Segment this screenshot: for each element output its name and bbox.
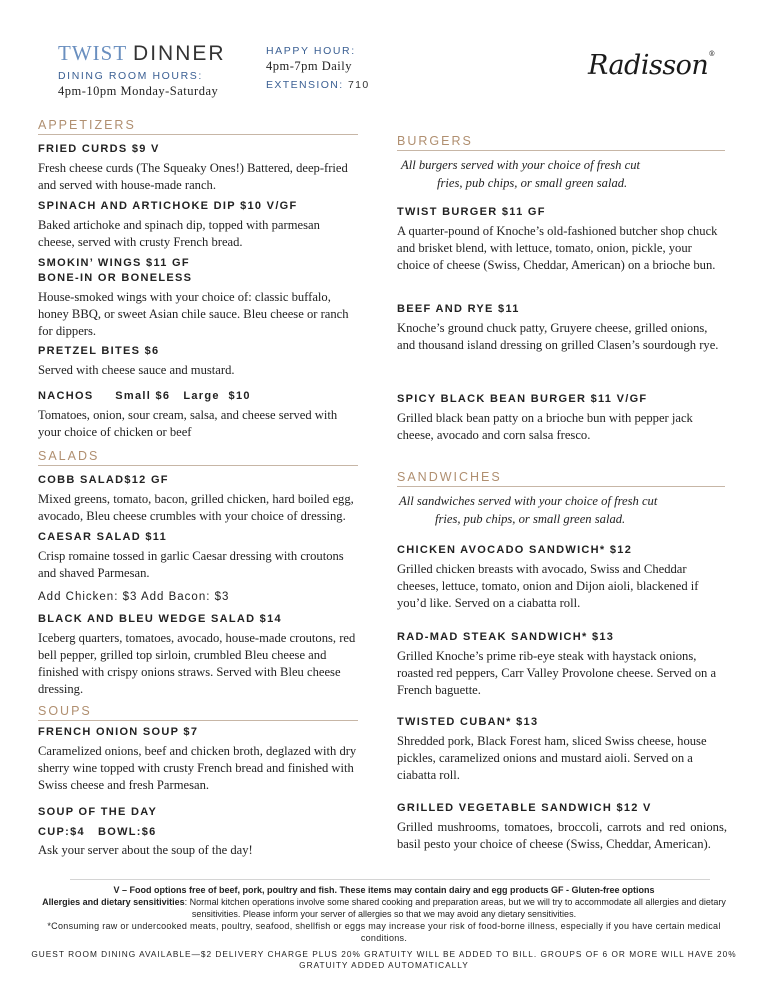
item-name: SPINACH AND ARTICHOKE DIP $10 V/GF (38, 200, 298, 212)
item-name: CAESAR SALAD $11 (38, 531, 167, 543)
item-name: RAD-MAD STEAK SANDWICH* $13 (397, 631, 615, 643)
dining-hours-label: DINING ROOM HOURS: (58, 70, 203, 82)
happy-hour-value: 4pm-7pm Daily (266, 59, 353, 73)
menu-item-rad-mad-steak-sandwich (397, 630, 727, 699)
item-name: BLACK AND BLEU WEDGE SALAD $14 (38, 613, 282, 625)
item-description: Grilled chicken breasts with avocado, Swiss and Cheddar cheeses, lettuce, tomato, onion and Dijon aioli, blackened if you’d like. Served on a ciabatta roll. (397, 562, 699, 610)
item-description: A quarter-pound of Knoche’s old-fashioned butcher shop chuck and brisket blend, with lettuce, tomato, onion, pickle, your choice of cheese (Swiss, Cheddar, American) on a brioche bun. (397, 224, 718, 272)
dining-hours-value: 4pm-10pm Monday-Saturday (58, 84, 219, 98)
burgers-note (401, 156, 640, 192)
sandwiches-note-line-2: fries, pub chips, or small green salad. (435, 512, 626, 526)
menu-item-twisted-cuban (397, 715, 727, 784)
happy-hour-label: HAPPY HOUR: (266, 45, 356, 57)
radisson-logo (588, 50, 715, 81)
item-name: COBB SALAD$12 GF (38, 474, 169, 486)
header-title-block (58, 42, 226, 99)
menu-item-nachos (38, 389, 358, 441)
allergy-label: Allergies and dietary sensitivities (42, 897, 185, 907)
menu-item-wings (38, 256, 358, 340)
item-name: CHICKEN AVOCADO SANDWICH* $12 (397, 544, 633, 556)
item-name: TWIST BURGER $11 GF (397, 206, 546, 218)
menu-item-fried-curds (38, 142, 358, 194)
section-appetizers: APPETIZERS (38, 118, 358, 135)
item-description: Mixed greens, tomato, bacon, grilled chicken, hard boiled egg, avocado, Bleu cheese crumbles with your choice of dressing. (38, 492, 354, 523)
menu-item-pretzel-bites (38, 344, 235, 379)
item-name: SPICY BLACK BEAN BURGER $11 V/GF (397, 393, 648, 405)
item-name: SMOKIN’ WINGS $11 GF BONE-IN OR BONELESS (38, 257, 193, 284)
page-title (58, 42, 226, 65)
happy-hour-block (266, 45, 370, 91)
item-description: Baked artichoke and spinach dip, topped with parmesan cheese, served with crusty French bread. (38, 218, 320, 249)
menu-item-wedge-salad (38, 612, 358, 698)
menu-item-twist-burger (397, 205, 727, 274)
extension-label: EXTENSION: (266, 79, 344, 91)
item-name: PRETZEL BITES $6 (38, 345, 160, 357)
item-description: Iceberg quarters, tomatoes, avocado, house-made croutons, red bell pepper, grilled top sirloin, crumbled Bleu cheese and finished with crispy onions straws. Served with Bleu cheese dressing. (38, 631, 356, 696)
sandwiches-note (399, 492, 657, 528)
section-burgers: BURGERS (397, 134, 725, 151)
caesar-addons: Add Chicken: $3 Add Bacon: $3 (38, 591, 230, 603)
item-description: House-smoked wings with your choice of: classic buffalo, honey BBQ, or sweet Asian chile sauce. Bleu cheese or ranch for dippers. (38, 290, 349, 338)
burgers-note-line-1: All burgers served with your choice of fresh cut (401, 158, 641, 172)
menu-item-grilled-vegetable-sandwich (397, 801, 727, 853)
sandwiches-note-line-1: All sandwiches served with your choice of fresh cut (399, 494, 658, 508)
logo-registered-mark: ® (708, 50, 715, 58)
menu-item-chicken-avocado-sandwich (397, 543, 727, 612)
allergy-notice (30, 896, 738, 920)
item-name: NACHOS Small $6 Large $10 (38, 390, 251, 402)
menu-item-beef-and-rye (397, 302, 727, 354)
item-description: Ask your server about the soup of the day! (38, 843, 253, 857)
extension-row (266, 79, 370, 91)
extension-value: 710 (347, 79, 370, 91)
item-description: Served with cheese sauce and mustard. (38, 363, 235, 377)
menu-item-soup-of-the-day (38, 802, 253, 859)
menu-item-spinach-dip (38, 199, 358, 251)
menu-item-caesar-salad (38, 530, 358, 603)
item-description: Grilled mushrooms, tomatoes, broccoli, carrots and red onions, basil pesto your choice of cheese (Swiss, Cheddar, American). (397, 820, 727, 851)
item-name: SOUP OF THE DAY CUP:$4 BOWL:$6 (38, 806, 158, 838)
title-twist: TWIST (58, 41, 127, 65)
item-name: BEEF AND RYE $11 (397, 303, 520, 315)
item-description: Fresh cheese curds (The Squeaky Ones!) Battered, deep-fried and served with house-made ranch. (38, 161, 348, 192)
consuming-raw-warning: *Consuming raw or undercooked meats, poultry, seafood, shellfish or eggs may increase your risk of food-borne illness, especially if you have certain medical conditions. (47, 921, 721, 943)
item-description: Crisp romaine tossed in garlic Caesar dressing with croutons and shaved Parmesan. (38, 549, 344, 580)
section-sandwiches: SANDWICHES (397, 470, 725, 487)
logo-text: Radisson (588, 50, 709, 81)
item-name: GRILLED VEGETABLE SANDWICH $12 V (397, 802, 652, 814)
menu-item-cobb-salad (38, 473, 358, 525)
item-name: FRIED CURDS $9 V (38, 143, 160, 155)
footer (30, 884, 738, 971)
item-name: FRENCH ONION SOUP $7 (38, 726, 199, 738)
item-description: Grilled black bean patty on a brioche bun with pepper jack cheese, avocado and corn salsa fresco. (397, 411, 693, 442)
item-description: Knoche’s ground chuck patty, Gruyere cheese, grilled onions, and thousand island dressing on grilled Clasen’s sourdough rye. (397, 321, 719, 352)
allergy-text: : Normal kitchen operations involve some shared cooking and preparation areas, but we will try to accommodate all allergies and dietary sensitivities. Please inform your server of allergies so that we may avoid any dietary sensitivities. (184, 897, 726, 919)
item-description: Grilled Knoche’s prime rib-eye steak with haystack onions, roasted red peppers, Carr Valley Provolone cheese. Served on a French baguette. (397, 649, 717, 697)
dietary-legend: V – Food options free of beef, pork, poultry and fish. These items may contain dairy and egg products GF - Gluten-free options (113, 885, 655, 895)
item-description: Caramelized onions, beef and chicken broth, deglazed with dry sherry wine topped with crusty French bread and finished with Swiss cheese and fresh Parmesan. (38, 744, 357, 792)
title-dinner: DINNER (133, 42, 226, 65)
footer-divider (70, 879, 710, 880)
menu-item-black-bean-burger (397, 392, 727, 444)
item-name: TWISTED CUBAN* $13 (397, 716, 539, 728)
section-salads: SALADS (38, 449, 358, 466)
menu-item-french-onion-soup (38, 725, 358, 794)
item-description: Tomatoes, onion, sour cream, salsa, and cheese served with your choice of chicken or beef (38, 408, 338, 439)
section-soups: SOUPS (38, 704, 358, 721)
item-description: Shredded pork, Black Forest ham, sliced Swiss cheese, house pickles, caramelized onions and mustard aioli. Served on a ciabatta roll. (397, 734, 707, 782)
burgers-note-line-2: fries, pub chips, or small green salad. (437, 176, 628, 190)
guest-room-dining-notice: GUEST ROOM DINING AVAILABLE—$2 DELIVERY CHARGE PLUS 20% GRATUITY WILL BE ADDED TO BILL. GROUPS OF 6 OR MORE WILL HAVE 20% GRATUITY ADDED AUTOMATICALLY (31, 949, 737, 970)
